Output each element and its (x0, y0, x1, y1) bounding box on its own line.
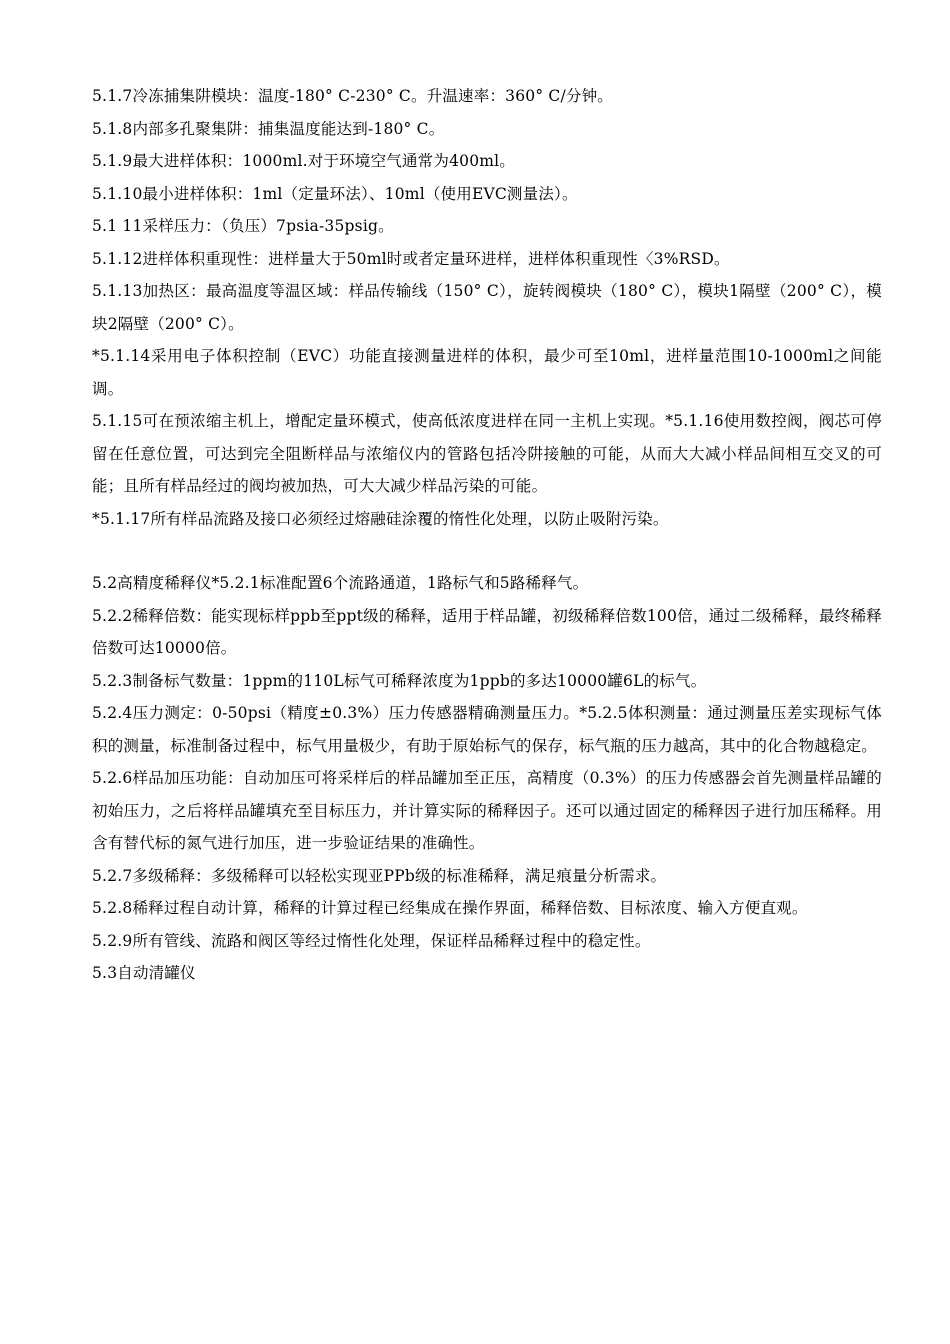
spec-5-2-2: 5.2.2稀释倍数：能实现标样ppb至ppt级的稀释，适用于样品罐，初级稀释倍数100倍，通过二级稀释，最终稀释倍数可达10000倍。 (92, 606, 882, 657)
spec-5-2-8: 5.2.8稀释过程自动计算，稀释的计算过程已经集成在操作界面，稀释倍数、目标浓度、输入方便直观。 (92, 899, 808, 917)
spec-5-2-7: 5.2.7多级稀释：多级稀释可以轻松实现亚PPb级的标准稀释，满足痕量分析需求。 (92, 866, 667, 885)
spec-5-1-15: 5.1.15可在预浓缩主机上，增配定量环模式，使高低浓度进样在同一主机上实现。*5.1.16使用数控阀，阀芯可停留在任意位置，可达到完全阻断样品与浓缩仪内的管路包括冷阱接触的可能，从而大大减小样品间相互交叉的可能；且所有样品经过的阀均被加热，可大大减少样品污染的可能。 (92, 412, 882, 495)
spec-5-2-3: 5.2.3制备标气数量：1ppm的110L标气可稀释浓度为1ppb的多达10000罐6L的标气。 (92, 671, 707, 690)
spec-5-2-4: 5.2.4压力测定：0-50psi（精度±0.3%）压力传感器精确测量压力。*5.2.5体积测量：通过测量压差实现标气体积的测量，标准制备过程中，标气用量极少，有助于原始标气的保存，标气瓶的压力越高，其中的化合物越稳定。 (92, 704, 882, 755)
spec-5-1-7: 5.1.7冷冻捕集阱模块：温度-180° C-230° C。升温速率：360° C/分钟。 (92, 87, 614, 105)
section-spacer (92, 535, 882, 567)
spec-5-1-12: 5.1.12进样体积重现性：进样量大于50ml时或者定量环进样，进样体积重现性〈3%RSD。 (92, 249, 730, 268)
spec-5-1-17: *5.1.17所有样品流路及接口必须经过熔融硅涂覆的惰性化处理，以防止吸附污染。 (92, 509, 669, 528)
spec-5-1-13: 5.1.13加热区：最高温度等温区域：样品传输线（150° C），旋转阀模块（180° C），模块1隔壁（200° C），模块2隔壁（200° C）。 (92, 282, 882, 333)
spec-5-2-6: 5.2.6样品加压功能：自动加压可将采样后的样品罐加至正压，高精度（0.3%）的压力传感器会首先测量样品罐的初始压力，之后将样品罐填充至目标压力，并计算实际的稀释因子。还可以通过固定的稀释因子进行加压稀释。用含有替代标的氮气进行加压，进一步验证结果的准确性。 (92, 769, 882, 852)
spec-5-2-9: 5.2.9所有管线、流路和阀区等经过惰性化处理，保证样品稀释过程中的稳定性。 (92, 931, 651, 950)
spec-5-1-9: 5.1.9最大进样体积：1000ml.对于环境空气通常为400ml。 (92, 152, 516, 170)
document-page (92, 80, 882, 990)
spec-5-2-1: 5.2高精度稀释仪*5.2.1标准配置6个流路通道，1路标气和5路稀释气。 (92, 574, 589, 592)
spec-5-1-11: 5.1 11采样压力：（负压）7psia-35psig。 (92, 217, 394, 235)
section-5-3-heading: 5.3自动清罐仪 (92, 964, 196, 982)
spec-5-1-14: *5.1.14采用电子体积控制（EVC）功能直接测量进样的体积，最少可至10ml，进样量范围10-1000ml之间能调。 (92, 347, 882, 398)
spec-5-1-8: 5.1.8内部多孔聚集阱：捕集温度能达到-180° C。 (92, 119, 445, 138)
spec-5-1-10: 5.1.10最小进样体积：1ml（定量环法）、10ml（使用EVC测量法）。 (92, 184, 578, 203)
